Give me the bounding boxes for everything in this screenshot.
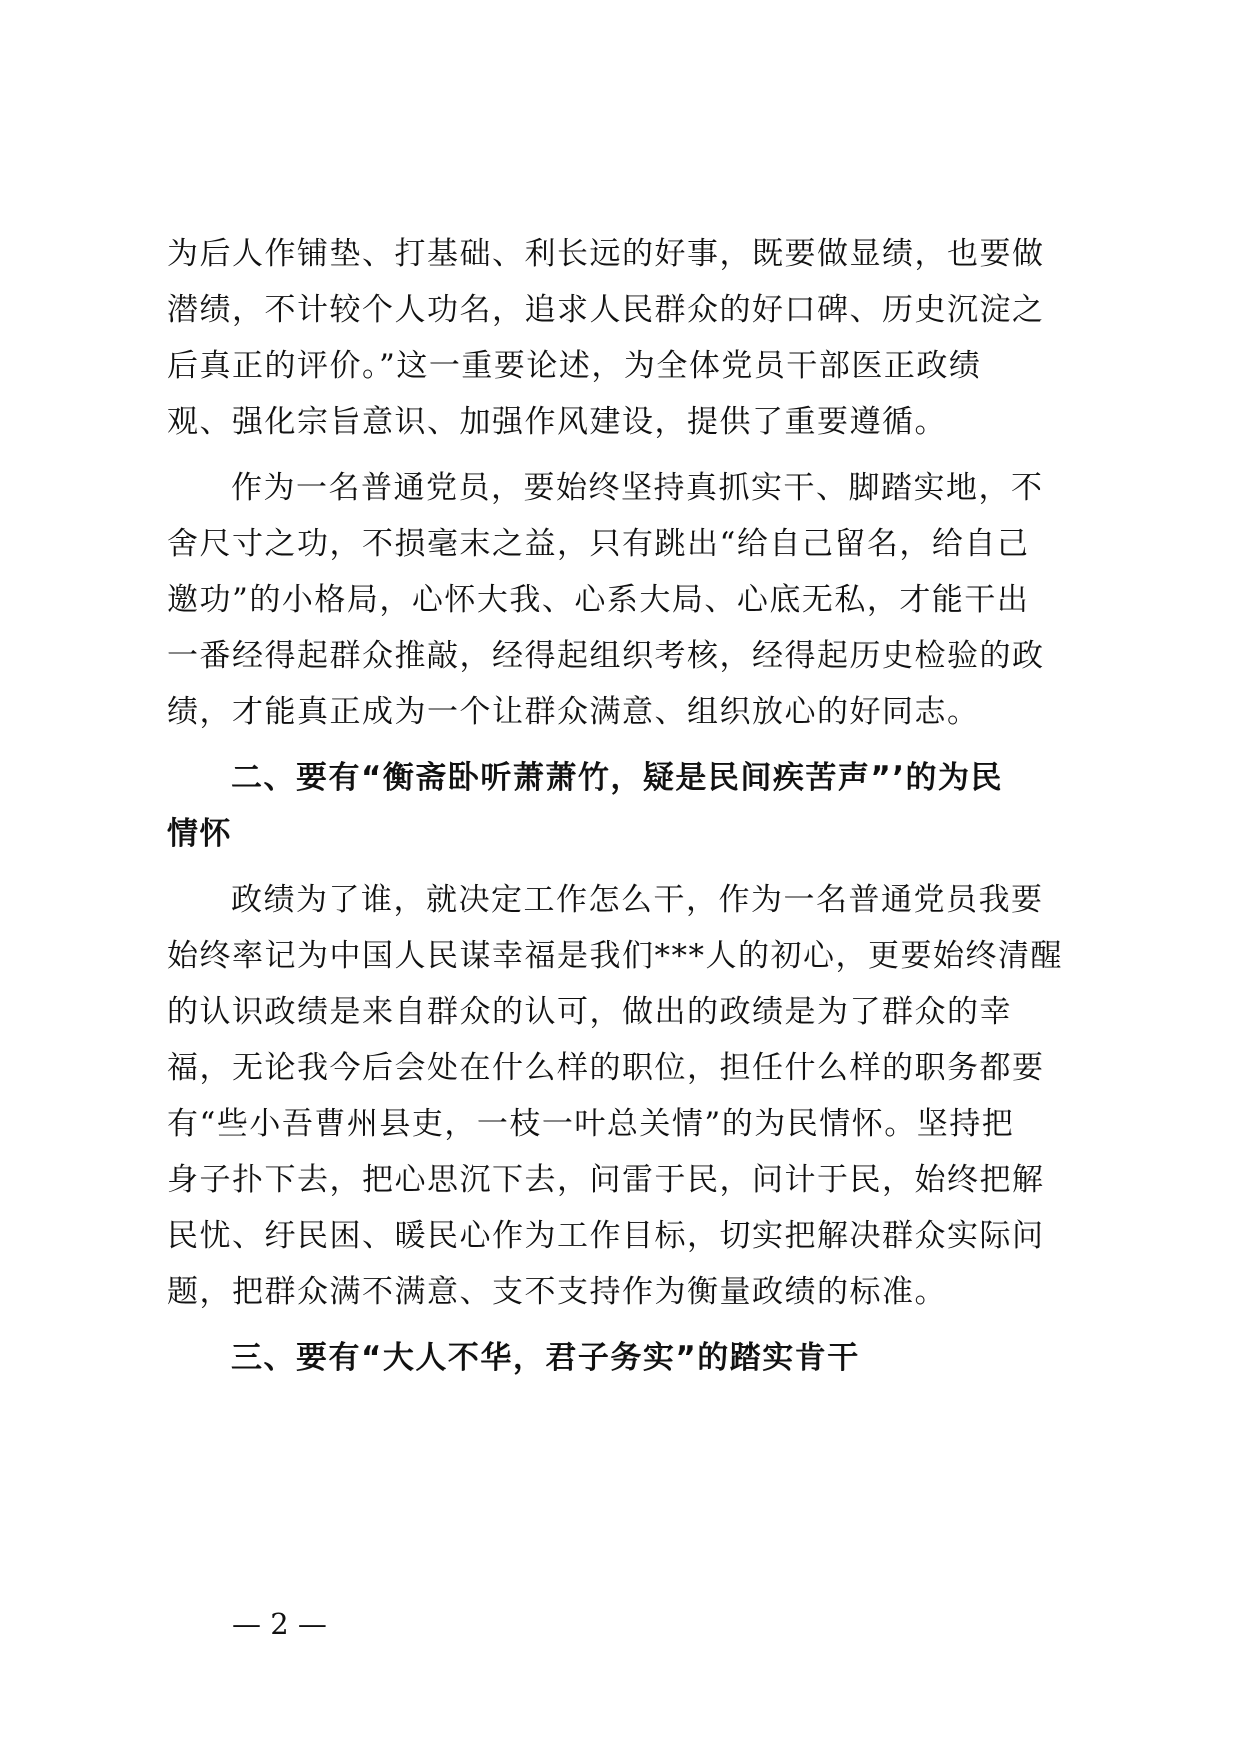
text-line: 有“些小吾曹州县吏，一枝一叶总关情”的为民情怀。坚持把 <box>167 1106 1015 1142</box>
text-line: 观、强化宗旨意识、加强作风建设，提供了重要遵循。 <box>167 404 947 440</box>
text-line: 为后人作铺垫、打基础、利长远的好事，既要做显绩，也要做 <box>167 236 1045 272</box>
text-line: 邀功”的小格局，心怀大我、心系大局、心底无私，才能干出 <box>167 582 1030 618</box>
text-line: 绩，才能真正成为一个让群众满意、组织放心的好同志。 <box>167 694 980 730</box>
section-heading-2 <box>167 750 1079 862</box>
text-line: 政绩为了谁，就决定工作怎么干，作为一名普通党员我要 <box>231 882 1044 918</box>
document-body <box>167 226 1079 1386</box>
text-line: 舍尺寸之功，不损毫末之益，只有跳出“给自己留名，给自己 <box>167 526 1030 562</box>
page-number: — 2 — <box>232 1607 327 1641</box>
text-line: 一番经得起群众推敲，经得起组织考核，经得起历史检验的政 <box>167 638 1045 674</box>
text-line: 作为一名普通党员，要始终坚持真抓实干、脚踏实地，不 <box>231 470 1044 506</box>
paragraph-for-the-people <box>167 872 1079 1320</box>
text-line: 民忧、纡民困、暖民心作为工作目标，切实把解决群众实际问 <box>167 1218 1045 1254</box>
heading-line: 二、要有“衡斋卧听萧萧竹，疑是民间疾苦声”’的为民 <box>231 760 1004 796</box>
text-line: 身子扑下去，把心思沉下去，问雷于民，问计于民，始终把解 <box>167 1162 1045 1198</box>
heading-line: 情怀 <box>167 816 232 852</box>
text-line: 潜绩，不计较个人功名，追求人民群众的好口碑、历史沉淀之 <box>167 292 1045 328</box>
text-line: 的认识政绩是来自群众的认可，做出的政绩是为了群众的幸 <box>167 994 1012 1030</box>
text-line: 题，把群众满不满意、支不支持作为衡量政绩的标准。 <box>167 1274 947 1310</box>
text-line: 福，无论我今后会处在什么样的职位，担任什么样的职务都要 <box>167 1050 1045 1086</box>
paragraph-opening <box>167 226 1079 450</box>
section-heading-3 <box>167 1330 1079 1386</box>
paragraph-party-member <box>167 460 1079 740</box>
text-line: 始终率记为中国人民谋幸福是我们***人的初心，更要始终清醒 <box>167 938 1063 974</box>
text-line: 后真正的评价。”这一重要论述，为全体党员干部医正政绩 <box>167 348 982 384</box>
heading-line: 三、要有“大人不华，君子务实”的踏实肯干 <box>231 1340 860 1376</box>
